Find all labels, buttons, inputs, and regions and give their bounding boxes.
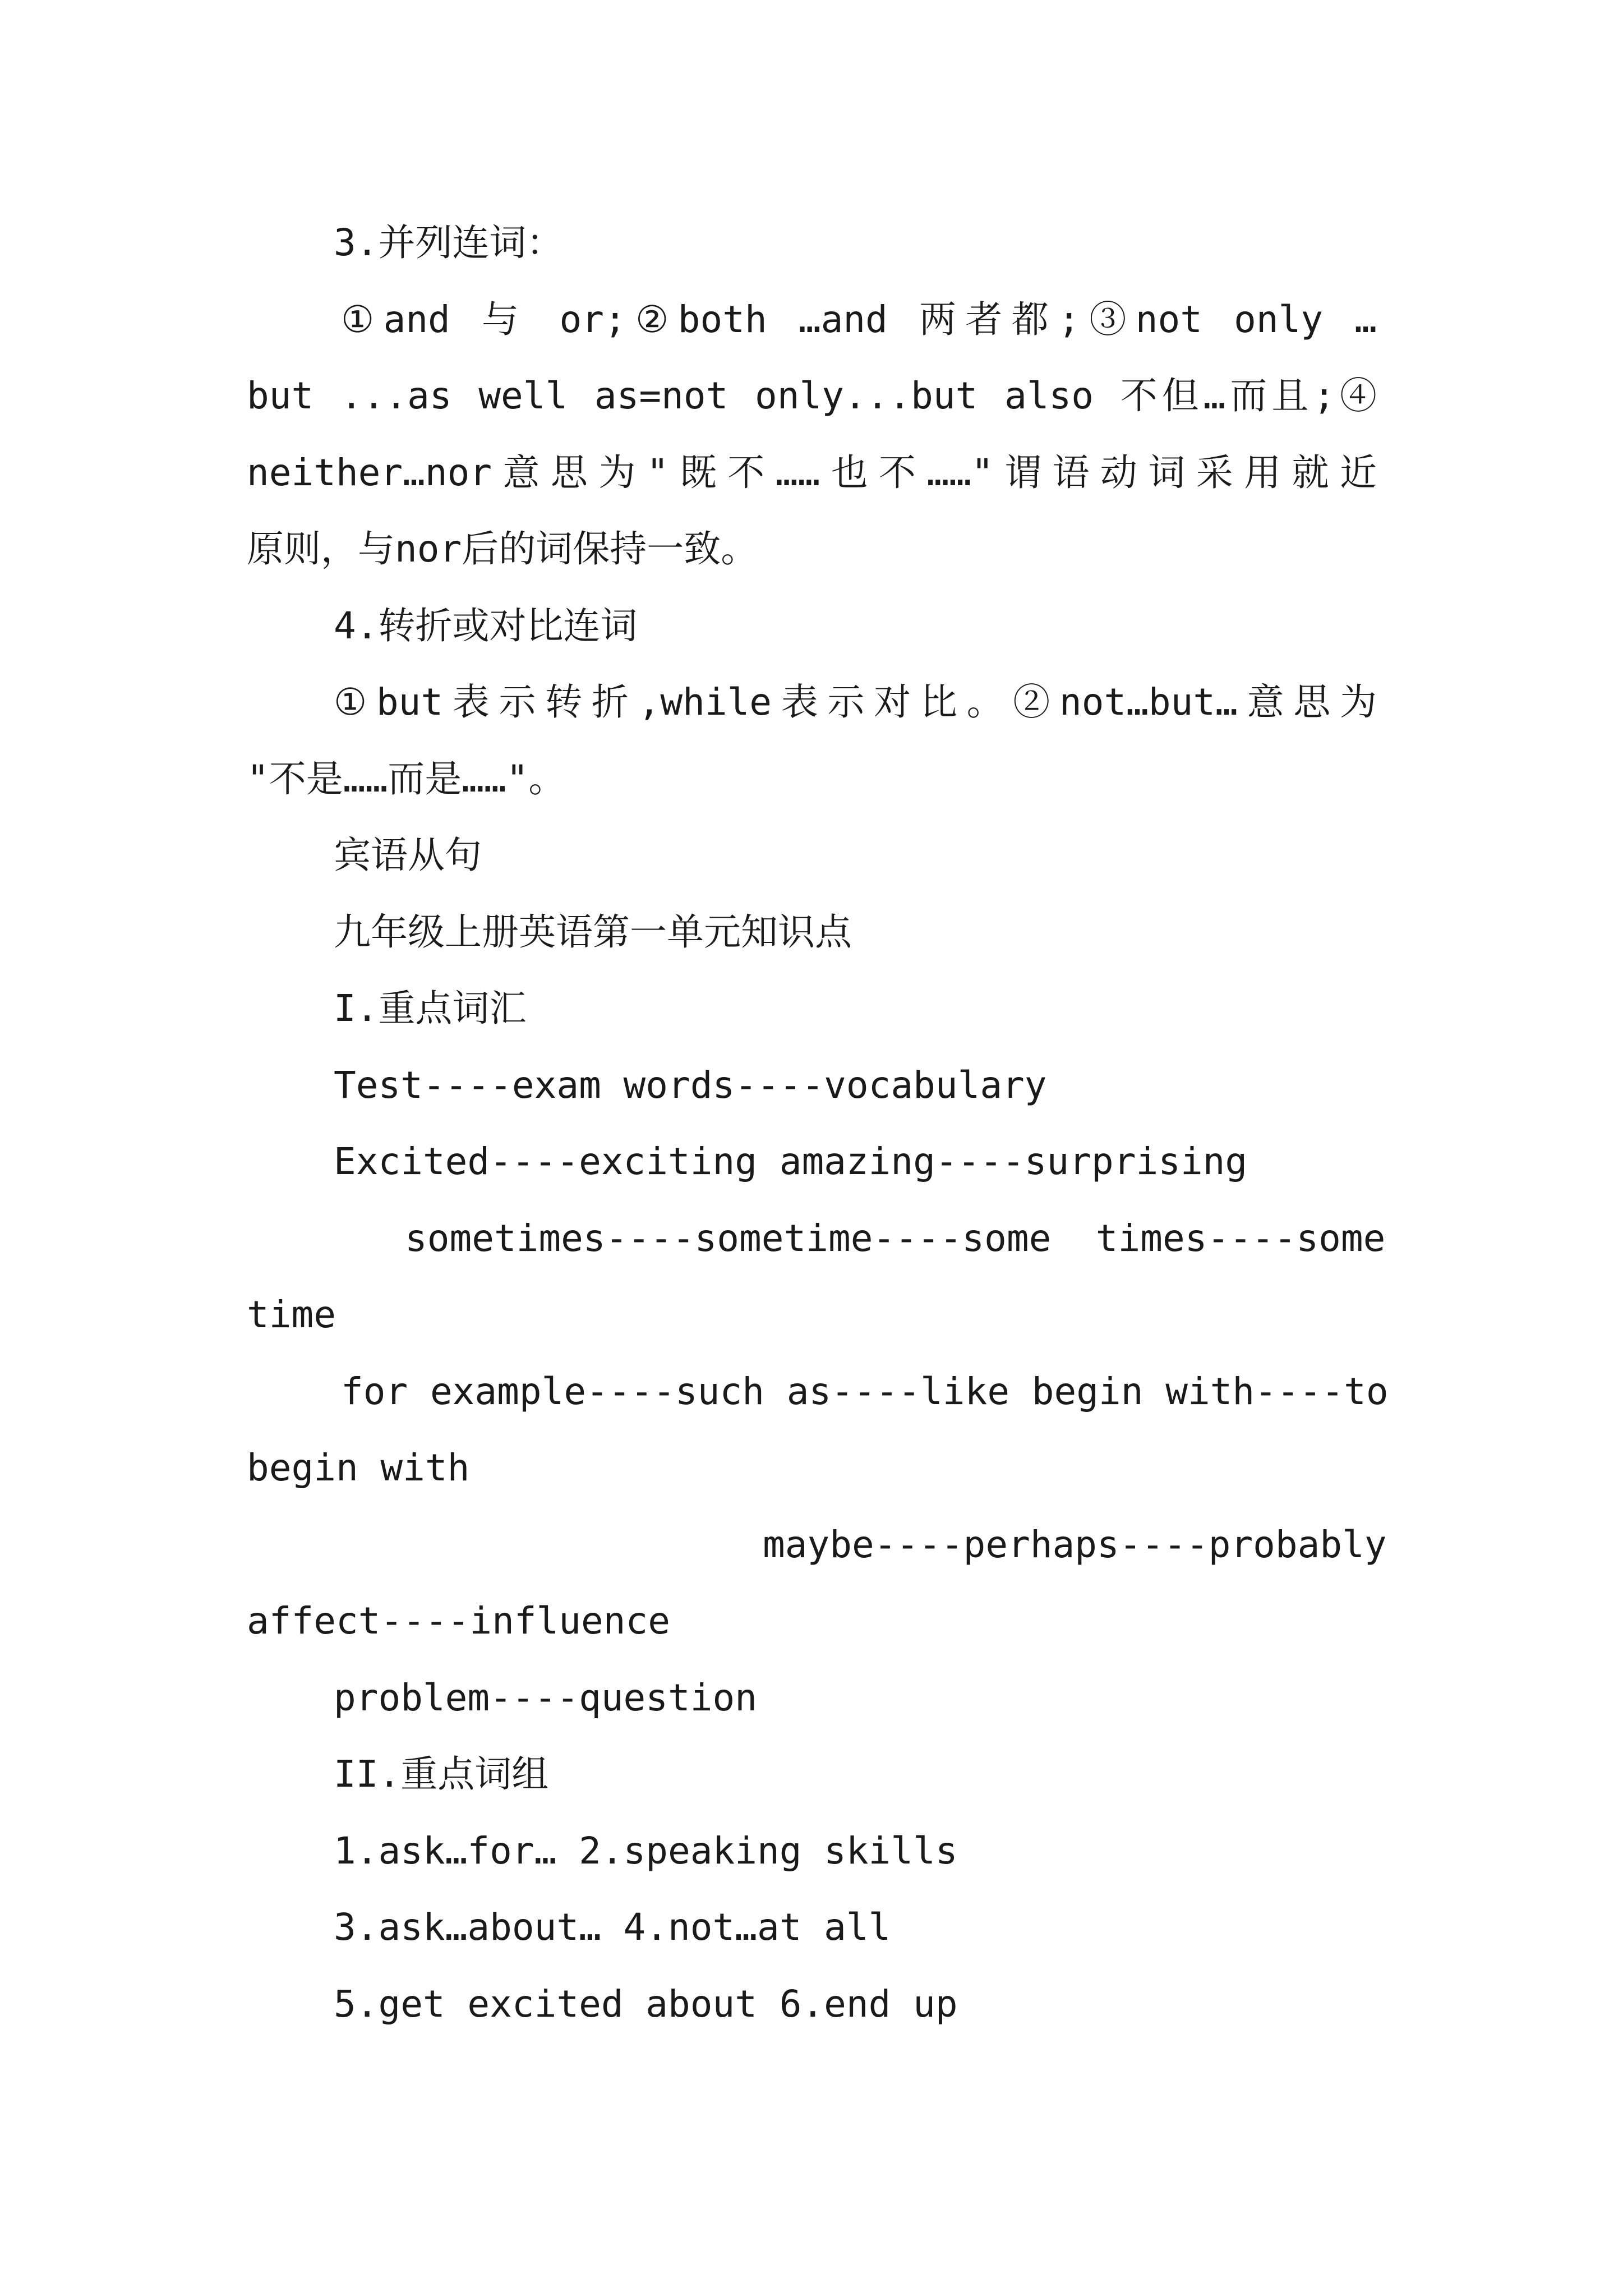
heading-coordinating-conjunctions: 3.并列连词： [334, 221, 564, 264]
heading-unit-knowledge: 九年级上册英语第一单元知识点 [334, 910, 852, 954]
vocab-line: time [247, 1293, 336, 1336]
vocab-line: Test----exam words----vocabulary [334, 1064, 1047, 1107]
phrase-line: 5.get excited about 6.end up [334, 1982, 958, 2026]
phrase-line: 3.ask…about… 4.not…at all [334, 1906, 891, 1949]
heading-key-phrases: II.重点词组 [334, 1752, 549, 1796]
vocab-line: begin with [247, 1446, 470, 1489]
text-line: ①and 与 or;②both …and 两者都;③not only … [341, 298, 1377, 341]
vocab-line: sometimes----sometime----some times----some [405, 1217, 1386, 1260]
text-line: ①but表示转折,while表示对比。②not…but…意思为 [334, 680, 1377, 724]
vocab-line: affect----influence [247, 1599, 670, 1642]
heading-key-vocabulary: I.重点词汇 [334, 987, 527, 1030]
vocab-line: Excited----exciting amazing----surprising [334, 1140, 1248, 1183]
text-line: "不是……而是……"。 [247, 757, 566, 800]
text-line: neither…nor意思为"既不……也不……"谓语动词采用就近 [247, 451, 1377, 494]
vocab-line: for example----such as----like begin with----to [341, 1370, 1389, 1413]
text-line: 原则，与nor后的词保持一致。 [247, 527, 758, 570]
vocab-line: maybe----perhaps----probably [763, 1523, 1387, 1566]
heading-contrast-conjunctions: 4.转折或对比连词 [334, 604, 638, 647]
phrase-line: 1.ask…for… 2.speaking skills [334, 1829, 958, 1872]
vocab-line: problem----question [334, 1676, 757, 1719]
text-line: but ...as well as=not only...but also 不但…而且;④ [247, 374, 1377, 417]
heading-object-clause: 宾语从句 [334, 834, 482, 877]
